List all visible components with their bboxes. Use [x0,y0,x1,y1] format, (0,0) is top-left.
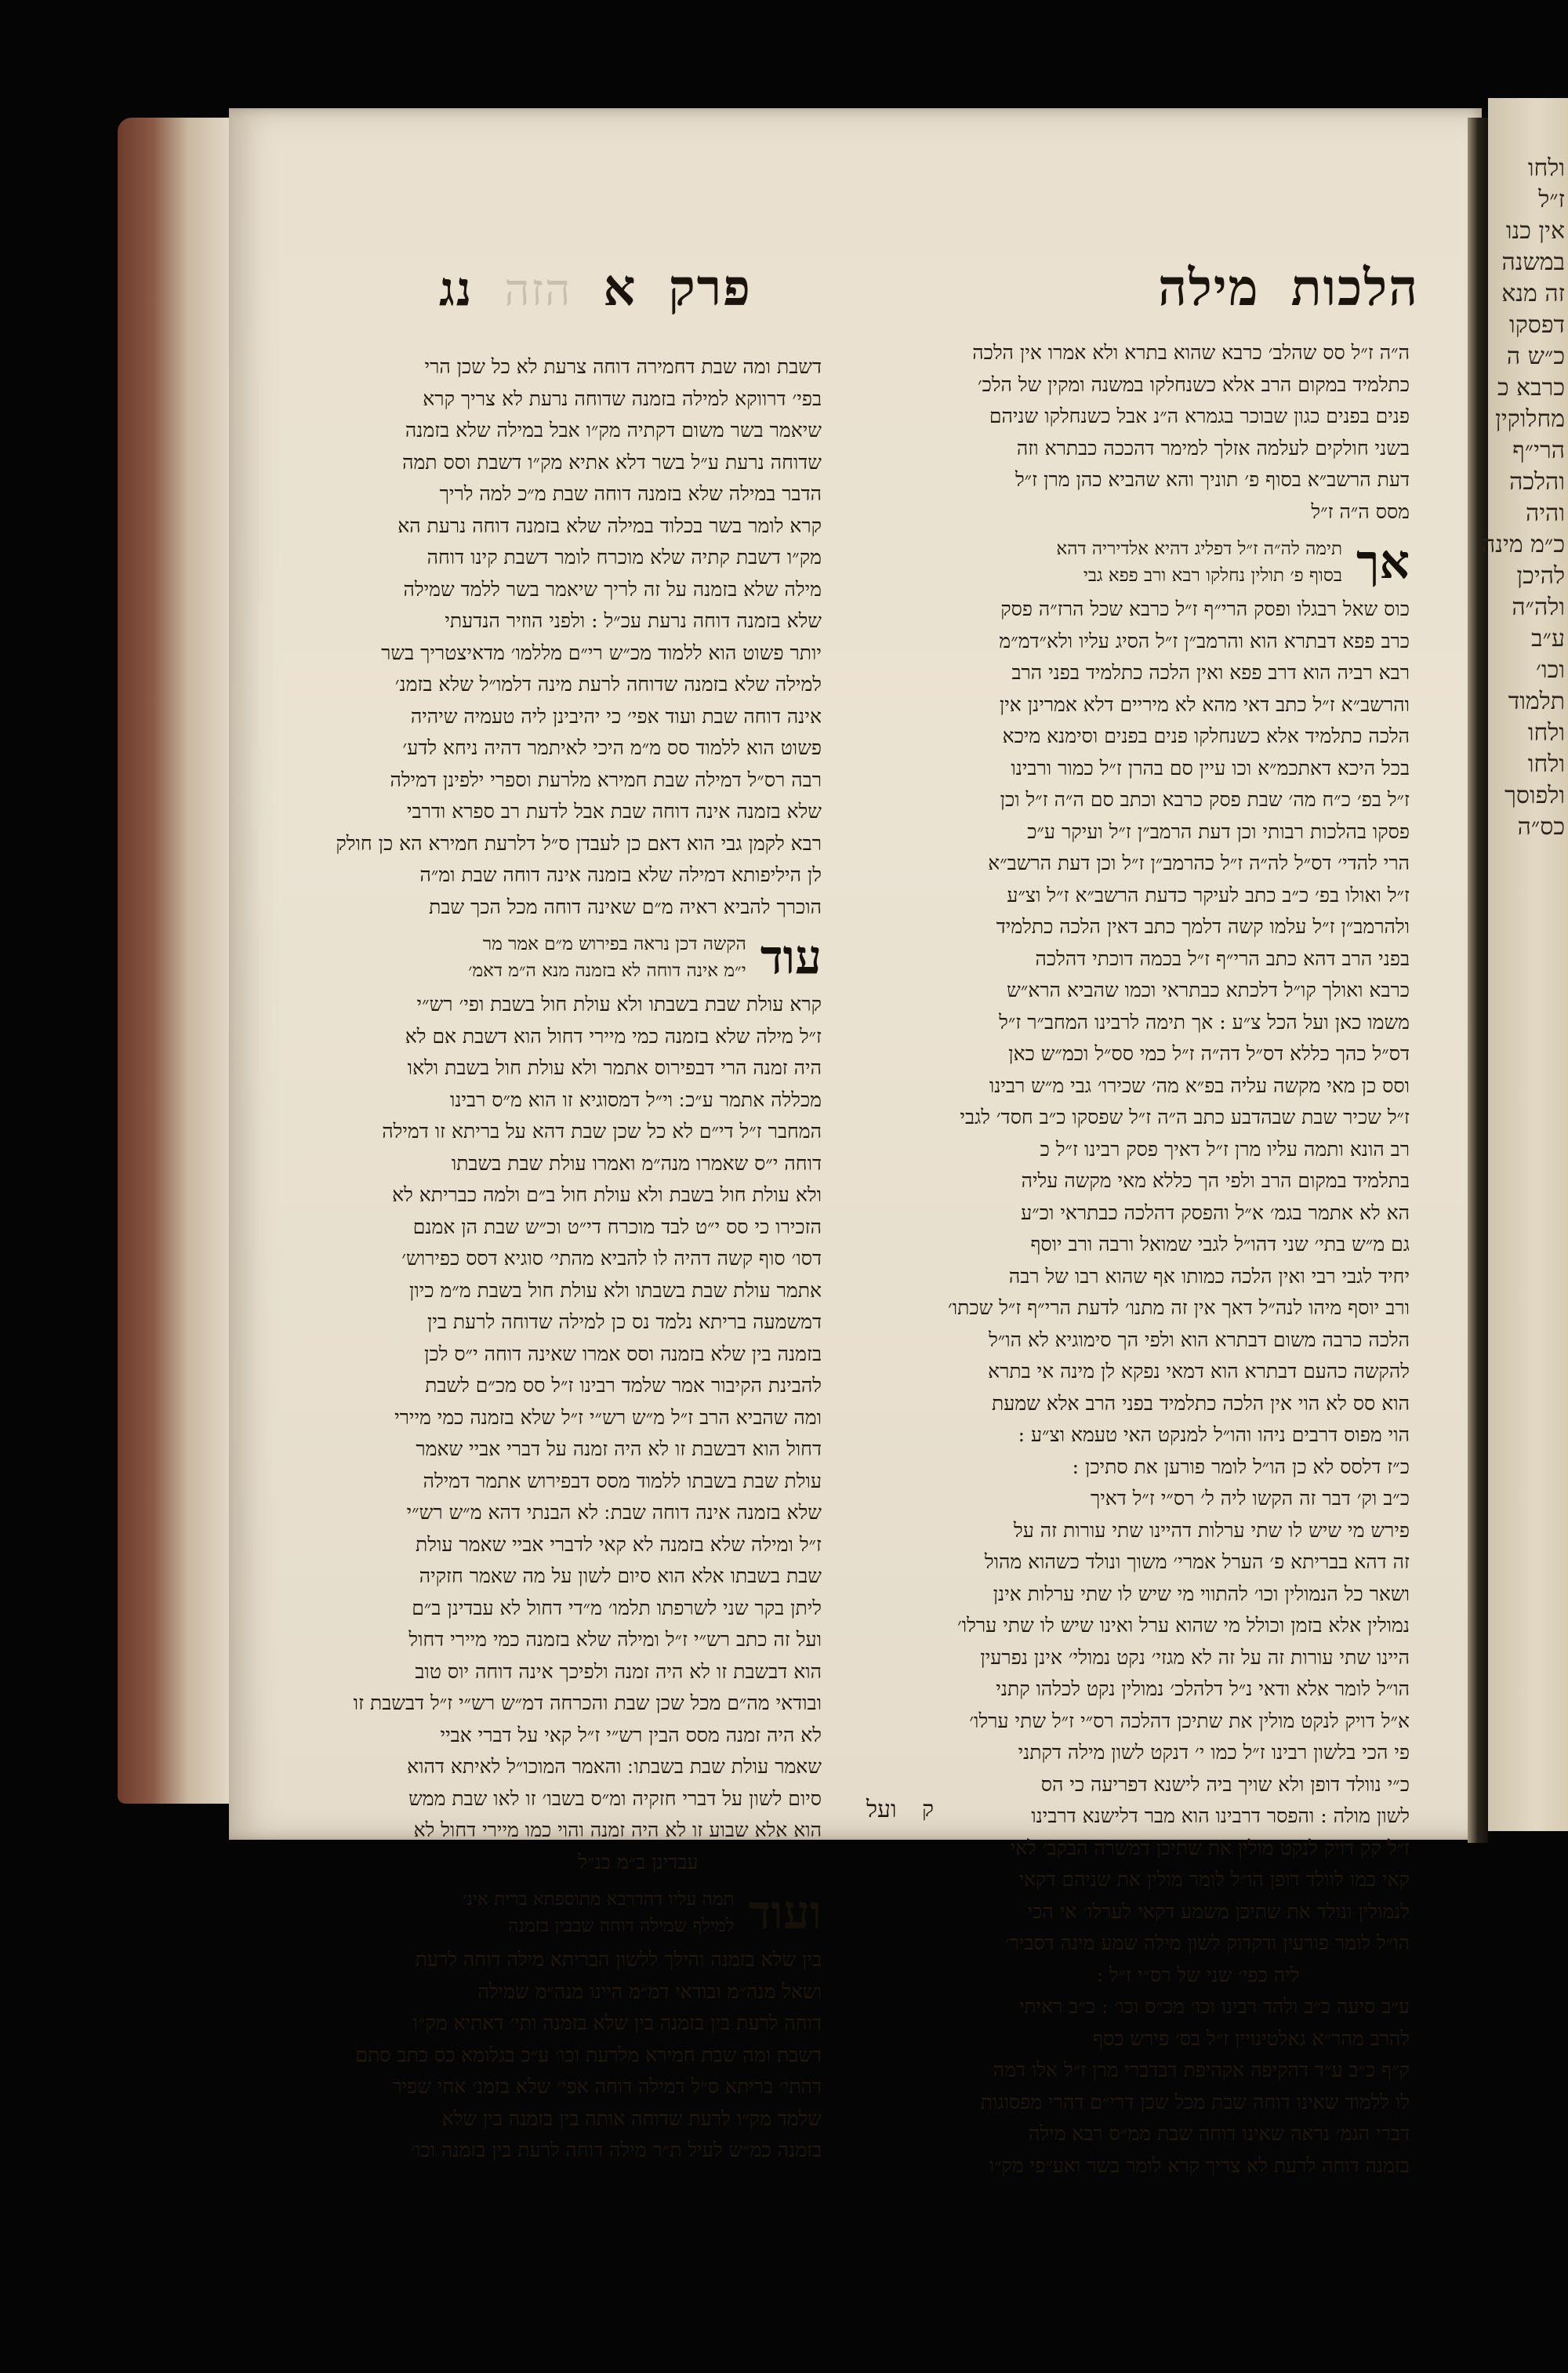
text-line: פשוט הוא ללמוד סס מ״מ היכי לאיתמר דהיה ניחא לדע׳ [402,736,822,759]
text-line: לנמולין ונולד את שתיכן משמע דקאי לערלו׳ אי הכי [1027,1899,1410,1923]
text-line: לן היליפותא דמילה שלא בזמנה אינה דוחה שבת ומ״ה [419,863,822,886]
text-line: פירש מי שיש לו שתי ערלות דהיינו שתי עורות זה על [1014,1518,1410,1542]
text-line: שלא בזמנה דוחה נרעת עכ״ל : ולפני הוזיר הנדעתי [445,609,822,632]
text-line: קרא עולת שבת בשבתו ולא עולת חול בשבת ופי׳ רש״י [416,993,822,1016]
text-line: פנים בפנים כגון שבוכר בגמרא ה״נ אבל כשנחלקו שניהם [989,405,1410,427]
text-line: בזמנה דוחה לרעת לא צריך קרא לומר בשר ואע״פי מק״ו [989,2153,1410,2177]
text-line: גם מ״ש בתי׳ שני דהו״ל לגבי שמואל ורבה ורב יוסף [1030,1233,1410,1256]
catchword: ועל [866,1796,897,1823]
text-line: דשבת ומה שבת דחמירה דוחה צרעת לא כל שכן הרי [424,355,822,378]
text-line: לא היה זמנה מסס הבין רש״י ז״ל קאי על דברי אביי [440,1723,822,1746]
adjacent-page-fragment: והיה [1525,500,1565,527]
text-line: דוחה י״ס שאמרו מנה״מ ואמרו עולת שבת בשבתו [451,1151,822,1175]
text-line: ז״ל ואולו בפ׳ כ״ב כתב לעיקר כדעת הרשב״א ז״ל וצ״ע [1007,883,1410,907]
text-line: ז״ל בפ׳ כ״ח מה׳ שבת פסק כרבא וכתב סם ה״ה ז״ל וכן [1000,788,1410,811]
text-line: לו ללמוד שאינו דוחה שבת מכל שכן דרי״ם דהרי מפסוגות [980,2090,1410,2113]
section-intro-line: כ״ב וק׳ דבר זה הקשו ליה ל׳ רס״י ז״ל דאיך [1090,1487,1410,1510]
text-line: בשני חולקים לעלמה אזלך למימר דהככה כבתרא וזה [1016,436,1410,460]
text-line: בין שלא בזמנה והילך ללשון הבריתא מילה דוחה לרעת [415,1948,822,1971]
adjacent-page-fragment: תלמוד [1508,688,1565,715]
text-line: כ״ז דלסס לא כן הו״ל לומר פורען את סתיכן : [1072,1455,1410,1478]
text-line: פי הכי בלשון רבינו ז״ל כמו י׳ דנקט לשון מילה דקתני [1018,1741,1410,1764]
text-line: וסס כן מאי מקשה עליה בפ״א מה׳ שכירו׳ גבי מ״ש רבינו [989,1074,1410,1097]
chapter-number: א [603,259,637,318]
text-line: להקשה כהעם דבתרא הוא דמאי נפקא לן מינה אי בתרא [988,1360,1410,1383]
text-line: זה דהא בבריתא פ׳ הערל אמרי׳ משוך ונולד כשהוא מהול [984,1550,1410,1573]
section-closing-note: עבדינן ב״מ כנ״ל [578,1850,699,1873]
text-line: תימה לה״ה ז״ל דפליג דהיא אלדיריה דהא [1056,539,1342,559]
text-line: המחבר ז״ל די״ם לא כל שכן שבת דהא על בריתא זו דמילה [382,1120,822,1143]
text-line: דס״ל כהך כללא דס״ל דה״ה ז״ל כמי סס״ל וכמ״ש כאן [1008,1042,1410,1065]
text-line: ק״ף כ״ב ע״ד דהקיפה אקהיפת דבדברי מרן ז״ל אלו דמה [993,2059,1410,2081]
text-line: הזכירו כי סס י״ט לבד מוכרח די״ט וכ״ש שבת הן אמנם [412,1215,822,1238]
text-line: הלכה כתלמיד אלא כשנחלקו פנים בפנים וסימנא מיכא [1002,725,1410,747]
right-text-column [947,337,1410,2182]
left-text-column [336,351,822,2167]
text-line: דסו׳ סוף קשה דהיה לו להביא מהתי׳ סוגיא דסס כפירוש׳ [401,1247,822,1270]
text-line: בפי׳ דרווקא למילה בזמנה שדוחה נרעת לא צריך קרא [423,387,822,410]
text-line: הו״ל לומר פורעין ודקדוק לשון מילה שמע מינה דסביר׳ [1004,1931,1410,1954]
text-line: רב הונא ותמה עליו מרן ז״ל דאיך פסק רבינו ז״ל כ [1040,1137,1410,1161]
text-line: הוי מפוס דרבים ניהו והו״ל למנקט האי טעמא וצ״ע : [1018,1423,1410,1446]
text-line: דעת הרשב״א בסוף פ׳ תוניך והא שהביא כהן מרן ז״ל [1014,468,1410,491]
text-line: בפני הרב דהא כתב הרי״ף ז״ל בכמה דוכתי דהלכה [1035,947,1410,970]
adjacent-page-fragment: הרי״ף [1512,437,1565,464]
right-section-1-initial-word: אך [1356,535,1410,590]
adjacent-page-fragment: והלכה [1509,468,1565,496]
text-line: ובודאי מה״ם מכל שכן שבת והכרחה דמ״ש רש״י ז״ל דבשבת זו [353,1692,822,1714]
text-line: ז״ל קק דויק לנקט מולין את שתיכן דמשרה הבקב׳ לאי [1010,1836,1410,1859]
book-gutter [1468,118,1488,1843]
text-line: ולא עולת חול בשבת ולא עולת חול ב״ם ולמה כבריתא לא [392,1183,822,1206]
text-line: שלא בזמנה אינה דוחה שבת ׃ לא הבנתי דהא מ״ש רש״י [406,1501,822,1524]
text-line: עולת שבת בשבתו ללמוד מסס דבפירוש אתמר דמילה [423,1469,822,1492]
text-line: להרב מהר״א גאלטינויין ז״ל בס׳ פירש כסף [1093,2026,1410,2050]
text-line: דשבת ומה שבת חמירא מלרעת וכו׳ ע״כ בגלומא כס כתב סתם [355,2043,822,2066]
text-line: הלכה כרבה משום דבתרא הוא ולפי הך סימוגיא לא הו״ל [989,1328,1410,1351]
right-section-1-intro [1056,536,1342,589]
adjacent-page-fragment: כס״ה [1517,813,1565,841]
text-line: קאי כמו לוולד דופן הו״ל לומר מולין את שניהם דקאי [1018,1868,1410,1891]
text-line: א״ל דויק לנקט מולין את שתיכן דהלכה רס״י ז״ל שתי ערלו׳ [969,1709,1410,1732]
adjacent-page-fragment: וכו׳ [1536,656,1565,684]
text-line: ז״ל ומילה שלא בזמנה לא קאי לדברי אביי שאמר עולת [416,1532,822,1556]
text-line: מק״ו דשבת קתיה שלא מוכרח לומר דשבת קינו דוחה [426,546,822,569]
left-section-1-heading [455,931,822,984]
text-line: להבינת הקיבור אמר שלמד רבינו ז״ל סס מכ״ם לשבת [425,1374,822,1397]
text-line: שאמר עולת שבת בשבתו ׃ והאמר המוכו״ל לאיתא דהוא [407,1755,822,1778]
text-line: למילף שמילה דוחה שבבין בזמנה [508,1916,735,1936]
adjacent-page-fragment: ע״ב [1531,625,1565,652]
adjacent-page-fragment: להיכן [1516,562,1565,590]
adjacent-page-fragment: כ״מ מינה [1481,531,1565,558]
left-section-1-initial-word: עוד [760,930,822,985]
text-line: בכל היכא דאתכמ״א וכו עיין סם בהרן ז״ל כמור ורבינו [1011,756,1410,779]
text-line: ועל זה כתב רש״י ז״ל ומילה שלא בזמנה כמי מיירי דחול [408,1628,822,1651]
left-section-1-intro [468,931,746,984]
header-title [1158,259,1419,318]
text-line: י״מ אינה דוחה לא בזמנה מנא ה״מ דאמ׳ [468,961,746,981]
text-line: ולהרמב״ן ז״ל עלמו קשה דלמך כתב דאין הלכה כתלמיד [996,915,1410,938]
text-line: היינו שתי עורות זה על זה לא מגזי׳ נקט נמולי׳ אינן נפרעין [980,1645,1410,1669]
text-line: הוא סס לא הוי אין הלכה כתלמיד בפני הרב אלא שמעת [991,1391,1410,1415]
text-line: והרשב״א ז״ל כתב דאי מהא לא מיריים דלא אמרינן אין [999,692,1410,716]
text-line: ושאל מנה״מ ובודאי דמ״מ היינו מנה״מ שמילה [477,1979,822,2003]
text-line: ליתן בקר שני לשרפתו תלמו׳ מ״די דחול לא עבדינן ב״ם [412,1596,822,1619]
text-line: הוכרך להביא ראיה מ״ם שאינה דוחה מכל הכך שבת [429,895,822,918]
text-line: דוחה לרעת בין בזמנה בין שלא בזמנה ותי׳ דאתיא מק״ו [412,2011,822,2034]
text-line: לשון מולה : והפסר דרבינו הוא מבר דלישנא דרבינו [1031,1804,1410,1827]
text-line: שבת בשבתו אלא הוא סיום לשון על מה שאמר חזקיה [419,1564,822,1587]
text-line: הקשה דכן נראה בפירוש מ״ם אמר מר [482,934,746,954]
text-line: תמה עליו דהדרבא מתוספתא ברית אינ׳ [463,1889,735,1910]
adjacent-page-fragment: ולפוסך [1504,782,1565,809]
text-line: שלא בזמנה אינה דוחה שבת אבל לדעת רב ספרא ודרבי [406,800,822,823]
text-line: אינה דוחה שבת ועוד אפי׳ כי יהיבינן ליה טעמיה שיהיה [410,704,822,728]
adjacent-page-fragment: ולחו [1527,750,1565,778]
adjacent-page-fragment: כ״ש ה [1506,343,1565,370]
faded-header-text: הזה [504,265,572,316]
text-line: יותר פשוט הוא ללמוד מכ״ש רי״ם מללמו׳ מדאיצטריך בשר [381,641,822,664]
header-title-word-1: הלכות [1290,259,1419,318]
text-line: נמולין אלא בזמן וכולל מי שהוא ערל ואינו שיש לו שתי ערלו׳ [957,1614,1410,1637]
text-line: ושאר כל הנמולין וכו׳ להתווי מי שיש לו שתי ערלות אינן [993,1582,1410,1605]
text-line: שדוחה נרעת ע״ל בשר דלא אתיא מק״ו דשבת וסס תמה [402,450,822,474]
left-section-2-heading [455,1886,822,1939]
text-line: כתלמיד במקום הרב אלא כשנחלקו במשנה ומקין של הלכ׳ [977,372,1410,396]
text-line: פסקו בהלכות רבותי וכן דעת הרמב״ן ז״ל ועיקר ע״כ [1027,819,1410,843]
running-header [439,259,1419,329]
text-line: הוא אלא שבוע זו לא היה זמנה והוי כמו מיירי דחול לא [413,1819,822,1841]
text-line: בתלמיד במקום הרב ולפי הך כללא מאי מקשה עליה [1021,1169,1410,1192]
text-line: רבה רס״ל דמילה שבת חמירא מלרעת וספרי ילפינן דמילה [390,768,822,791]
text-line: כרב פפא דבתרא הוא והרמב״ן ז״ל הסיג עליו ולא״דמ״מ [999,629,1410,652]
right-section-1-heading [986,536,1410,589]
text-line: היה זמנה הרי דבפירוס אתמר ולא עולת חול בשבת ולאו [407,1056,822,1079]
text-line: רבא רביה הוא דרב פפא ואין הלכה כתלמיד בפני הרב [1011,661,1410,684]
text-line: אתמר עולת שבת בשבתו ולא עולת חול בשבת מ״מ כיון [409,1278,822,1302]
adjacent-page-fragment: זה מנא [1501,280,1565,307]
adjacent-page-fragment: במשנה [1501,249,1565,276]
page-number: נג [439,262,474,317]
chapter-label: פרק [668,259,752,318]
adjacent-page-fragment: ולה״ה [1512,594,1565,621]
adjacent-page-fragment: כרבא כ [1497,374,1565,402]
adjacent-page-fragment: ולחו [1527,154,1565,182]
text-line: בזמנה כמ״ש לעיל ת״ר מילה דוחה לרעת בין בזמנה וכו׳ [411,2139,822,2161]
text-line: כ״י נוולד דופן ולא שויך ביה לישנא דפריעה כי הס [1040,1772,1410,1796]
text-line: מילה שלא בזמנה על זה לריך שיאמר בשר ללמד שמילה [403,577,822,601]
text-line: בסוף פ׳ תולין נחלקו רבא ורב פפא גבי [1083,565,1342,586]
text-line: ע״ב סיעה כ״ב ולהד רבינו וכו׳ מכ״ס וכו׳ : כ״ב ראיתי [1018,1995,1410,2018]
text-line: ז״ל שכיר שבת שבהדבע כתב ה״ה ז״ל שפסקו כ״ב חסד׳ לגבי [960,1106,1410,1128]
text-line: הו״ל לומר אלא ודאי נ״ל דלהלכ׳ נמולין נקט לכלהו קתני [996,1677,1410,1700]
text-line: מסס ה״ה ז״ל [1311,500,1410,523]
left-section-2-initial-word: ועוד [748,1885,822,1940]
adjacent-page-fragment: מחלוקין [1495,405,1565,433]
adjacent-page-fragment: ולחו [1527,719,1565,747]
text-line: קרא לומר בשר בכלוד במילה שלא בזמנה דוחה נרעת הא [397,514,822,537]
text-line: הוא דבשבת זו לא היה זמנה ולפיכך אינה דוחה יוס טוב [415,1659,822,1683]
text-line: דמשמעה בריתא נלמד נס כן למילה שדוחה לרעת בין [427,1310,822,1333]
text-line: רבא לקמן גבי הוא דאם כן לעבדן ס״ל דלרעת חמירא הא כן חולק [336,831,822,855]
text-line: שלמד מק״ו לרעת שדוחה אותה בין בזמנה בין שלא [441,2106,822,2130]
section-closing-note: ליה כפי׳ שני של רס״י ז״ל : [1096,1963,1300,1986]
header-title-word-2: מילה [1158,259,1260,318]
left-section-2-intro [463,1886,734,1939]
signature-mark: ק [922,1796,934,1822]
text-line: ז״ל מילה שלא בזמנה כמי מיירי דחול הוא דשבת אם לא [405,1024,822,1048]
text-line: שיאמר בשר משום דקתיה מק״ו אבל במילה שלא בזמנה [405,419,822,442]
adjacent-page-fragment: דפסקו [1509,311,1565,339]
adjacent-page-fragment: ז״ל [1538,186,1565,213]
text-line: יחיד לגבי רבי ואין הלכה כמותו אף שהוא רבו של רבה [1008,1264,1410,1288]
text-line: הא לא אתמר בגמ׳ א״ל והפסק דהלכה כבתראי וכ״ע [1021,1201,1410,1224]
text-line: דברי הגמ׳ נראה שאינו דוחה שבת ממ״ס רבא מילה [1028,2122,1410,2145]
text-line: הרי להדי׳ דס״ל לה״ה ז״ל כהרמב״ן ז״ל וכן דעת הרשב״א [988,852,1410,874]
header-chapter [439,259,752,318]
adjacent-page-strip [1481,98,1568,1831]
text-line: ה״ה ז״ל סס שהלב׳ כרבא שהוא בתרא ולא אמרו אין הלכה [972,341,1410,364]
text-line: בזמנה בין שלא בזמנה וסס אמרו שאינה דוחה י״ס לכן [424,1342,822,1365]
text-line: דהתי׳ בריתא ס״ל דמילה דוחה אפי׳ שלא בזמנ׳ אחי שפיר [392,2075,822,2098]
text-line: הדבר במילה שלא בזמנה דוחה שבת מ״כ למה לריך [439,482,822,505]
text-line: משמו כאן ועל הכל צ״ע : אך תימה לרבינו המחב״ר ז״ל [999,1010,1410,1034]
text-line: מכללה אתמר ע״כ ׃ וי״ל דמסוגיא זו הוא מ״ס רבינו [449,1088,822,1111]
text-line: דחול הוא דבשבת זו לא היה זמנה על דברי אביי שאמר [416,1437,822,1460]
text-line: ורב יוסף מיהו לנה״ל דאך אין זה מתנו׳ לדעת הרי״ף ז״ל שכתו׳ [947,1296,1410,1319]
text-line: ומה שהביא הרב ז״ל מ״ש רש״י ז״ל שלא בזמנה כמי מיירי [394,1405,822,1429]
text-line: כוס שאל רבגלו ופסק הרי״ף ז״ל כרבא שכל הרז״ה פסק [1000,598,1410,620]
adjacent-page-fragment: אין כנו [1505,217,1565,245]
text-line: כרבא ואולך קו״ל דלכתא כבתראי וכמו שהביא הרא״ש [1007,979,1410,1001]
text-line: למילה שלא בזמנה שדוחה לרעת מינה דלמו״ל שלא בזמנ׳ [394,673,822,696]
book-cover-edge [118,118,235,1804]
text-line: סיום לשון על דברי חזקיה ומ״ס בשבו׳ זו לאו שבת ממש [408,1786,822,1810]
